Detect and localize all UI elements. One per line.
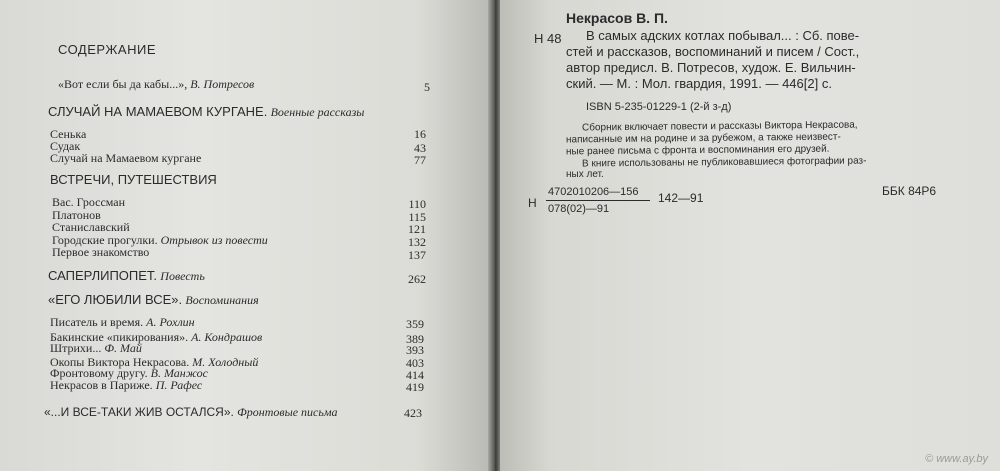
annotation-line: написанные им на родине и за рубежом, а также неизвест- (565, 131, 841, 146)
contents-heading: СОДЕРЖАНИЕ (58, 42, 157, 57)
toc-entry-page: 16 (414, 127, 426, 141)
annotation-line: В книге использованы не публиковавшиеся фотографии раз- (581, 155, 867, 170)
code-denominator: 078(02)—91 (548, 203, 610, 215)
section-title-text: СЛУЧАЙ НА МАМАЕВОМ КУРГАНЕ. (48, 104, 268, 119)
toc-entry-page: 414 (406, 368, 424, 382)
code-letter: Н (528, 196, 537, 210)
annotation-line: ных лет. (566, 169, 604, 180)
toc-entry-page: 389 (406, 332, 424, 346)
toc-section-page: 423 (404, 406, 422, 420)
toc-entry (50, 341, 142, 356)
toc-entry-page: 359 (406, 317, 424, 331)
toc-entry-author: А. Рохлин (146, 315, 195, 329)
toc-entry-page: 121 (408, 222, 426, 236)
section-title-text: САПЕРЛИПОПЕТ. (48, 268, 158, 283)
toc-entry-author: А. Кондрашов (191, 330, 263, 344)
contents-page (0, 0, 492, 471)
biblio-line: стей и рассказов, воспоминаний и писем / Сост., (566, 44, 860, 59)
toc-entry (50, 315, 195, 330)
section-subtitle: Воспоминания (185, 293, 259, 307)
toc-entry-author: Отрывок из повести (160, 233, 268, 247)
toc-intro (58, 77, 254, 92)
section-subtitle: Фронтовые письма (237, 405, 338, 419)
toc-entry-title: Городские прогулки. (52, 233, 158, 247)
toc-intro-author: В. Потресов (190, 77, 255, 91)
imprint-author-heading: Некрасов В. П. (566, 10, 668, 26)
section-subtitle: Повесть (160, 269, 205, 283)
site-watermark: © www.ay.by (925, 453, 988, 465)
bbk-code: ББК 84Р6 (882, 184, 937, 198)
biblio-line: В самых адских котлах побывал... : Сб. пове- (586, 28, 860, 43)
toc-entry-author: П. Рафес (155, 378, 203, 392)
toc-entry: Станиславский (52, 220, 130, 234)
toc-entry-page: 137 (408, 248, 426, 262)
toc-section-title (44, 404, 338, 420)
toc-entry-title: Окопы Виктора Некрасова. (50, 355, 190, 369)
fraction-rule (546, 200, 650, 201)
toc-entry: Судак (50, 139, 81, 153)
biblio-line: автор предисл. В. Потресов, худож. Е. Вильчин- (566, 60, 856, 75)
toc-entry: Платонов (52, 208, 101, 222)
toc-entry-title: Фронтовому другу. (50, 366, 148, 380)
imprint-shelf-code: Н 48 (534, 31, 562, 46)
toc-section-title (48, 104, 364, 120)
toc-entry-page: 393 (406, 343, 424, 357)
toc-section-page: 262 (408, 272, 426, 286)
toc-entry: Вас. Гроссман (52, 195, 126, 209)
toc-entry-page: 403 (406, 356, 424, 370)
toc-entry-page: 77 (414, 153, 426, 167)
toc-entry-title: Некрасов в Париже. (50, 378, 153, 392)
toc-intro-page: 5 (424, 80, 430, 94)
biblio-line: ский. — М. : Мол. гвардия, 1991. — 446[2] с. (566, 76, 832, 91)
section-title-text: «...И ВСЕ-ТАКИ ЖИВ ОСТАЛСЯ». (44, 405, 234, 419)
toc-entry-page: 419 (406, 380, 424, 394)
code-tail: 142—91 (658, 191, 704, 205)
toc-section-title: ВСТРЕЧИ, ПУТЕШЕСТВИЯ (50, 172, 217, 187)
toc-entry-author: В. Манжос (150, 366, 208, 380)
toc-entry-page: 110 (408, 197, 426, 211)
imprint-page (500, 0, 1000, 471)
annotation-line: ные ранее письма с фронта и воспоминания его друзей. (565, 143, 830, 158)
section-title-text: «ЕГО ЛЮБИЛИ ВСЕ». (48, 292, 183, 307)
toc-entry-author: Ф. Май (104, 341, 142, 355)
toc-section-title (48, 292, 259, 308)
section-subtitle: Военные рассказы (270, 105, 365, 119)
annotation-line: Сборник включает повести и рассказы Виктора Некрасова, (581, 119, 858, 134)
toc-entry-author: М. Холодный (192, 355, 259, 369)
toc-entry (50, 378, 202, 393)
toc-entry: Случай на Мамаевом кургане (50, 151, 202, 165)
toc-entry-title: Писатель и время. (50, 315, 144, 329)
toc-entry-page: 115 (408, 210, 426, 224)
isbn: ISBN 5-235-01229-1 (2-й з-д) (586, 101, 732, 113)
toc-entry-title: Бакинские «пикирования». (50, 330, 189, 344)
code-numerator: 4702010206—156 (548, 186, 639, 198)
toc-entry-page: 43 (414, 141, 426, 155)
toc-entry-page: 132 (408, 235, 426, 249)
toc-entry: Первое знакомство (52, 245, 150, 259)
toc-section-title (48, 268, 205, 284)
toc-intro-title: «Вот если бы да кабы...», (58, 77, 188, 91)
toc-entry: Сенька (50, 127, 87, 141)
toc-entry-title: Штрихи... (50, 341, 102, 355)
